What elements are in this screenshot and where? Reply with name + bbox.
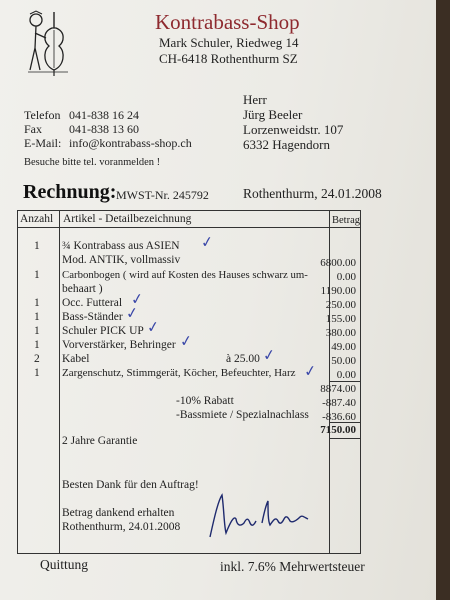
row-qty: 1 — [34, 269, 40, 281]
email-label: E-Mail: — [24, 136, 62, 150]
recipient-city: 6332 Hagendorn — [243, 137, 331, 152]
thanks-note: Besten Dank für den Auftrag! — [62, 479, 199, 491]
vat-number: MWST-Nr. 245792 — [116, 188, 209, 202]
discount-label: -10% Rabatt — [176, 395, 234, 407]
row-amount: 0.00 — [336, 271, 356, 283]
checkmark-icon: ✓ — [179, 333, 194, 351]
shop-city: CH-6418 Rothenthurm SZ — [159, 51, 298, 66]
row-desc: Bass-Ständer — [62, 311, 123, 323]
row-amount: 155.00 — [325, 313, 356, 325]
row-amount: 1190.00 — [320, 285, 356, 297]
checkmark-icon: ✓ — [130, 291, 145, 309]
recipient-street: Lorzenweidstr. 107 — [243, 122, 344, 137]
total-rule-top — [329, 422, 360, 423]
checkmark-icon: ✓ — [125, 305, 140, 323]
row-qty: 1 — [34, 367, 40, 379]
row-qty: 1 — [34, 311, 40, 323]
column-divider — [59, 211, 60, 553]
invoice-table — [17, 210, 361, 554]
cable-unit-price: à 25.00 — [226, 353, 260, 365]
receipt-label: Quittung — [40, 557, 89, 572]
header-amount: Betrag — [332, 215, 360, 226]
recipient-name: Jürg Beeler — [243, 107, 303, 122]
row-qty: 1 — [34, 325, 40, 337]
fax-label: Fax — [24, 122, 42, 136]
row-desc: behaart ) — [62, 283, 103, 295]
row-qty: 2 — [34, 353, 40, 365]
row-amount: 380.00 — [325, 327, 356, 339]
row-qty: 1 — [34, 240, 40, 252]
phone-number: 041-838 16 24 — [69, 108, 139, 122]
warranty-note: 2 Jahre Garantie — [62, 435, 138, 447]
row-amount: 50.00 — [331, 355, 356, 367]
total-rule-bottom — [329, 438, 360, 439]
row-desc: Vorverstärker, Behringer — [62, 339, 176, 351]
header-qty: Anzahl — [20, 213, 54, 225]
checkmark-icon: ✓ — [146, 319, 161, 337]
total-amount: 7150.00 — [320, 424, 356, 436]
row-desc: Kabel — [62, 353, 90, 365]
checkmark-icon: ✓ — [262, 347, 277, 365]
recipient-salutation: Herr — [243, 92, 267, 107]
row-desc: Schuler PICK UP — [62, 325, 144, 337]
shop-owner-address: Mark Schuler, Riedweg 14 — [159, 35, 299, 50]
row-amount: 49.00 — [331, 341, 356, 353]
row-qty: 1 — [34, 297, 40, 309]
discount-amount: -887.40 — [322, 397, 356, 409]
email-link[interactable]: info@kontrabass-shop.ch — [69, 136, 192, 150]
received-note: Betrag dankend erhalten — [62, 507, 175, 519]
rental-label: -Bassmiete / Spezialnachlass — [176, 409, 309, 421]
subtotal-amount: 8874.00 — [320, 383, 356, 395]
handwritten-signature — [204, 489, 314, 541]
checkmark-icon: ✓ — [303, 363, 318, 381]
row-desc: Occ. Futteral — [62, 297, 123, 309]
shop-name: Kontrabass-Shop — [155, 10, 300, 34]
visit-note: Besuche bitte tel. voranmelden ! — [24, 157, 161, 168]
row-desc: Zargenschutz, Stimmgerät, Köcher, Befeuchter, Harz — [62, 367, 296, 379]
invoice-place-date: Rothenthurm, 24.01.2008 — [243, 186, 382, 201]
header-article: Artikel - Detailbezeichnung — [63, 213, 192, 225]
row-amount: 250.00 — [325, 299, 356, 311]
row-desc: Carbonbogen ( wird auf Kosten des Hauses schwarz um- — [62, 269, 308, 281]
header-divider — [18, 227, 360, 228]
vat-included-note: inkl. 7.6% Mehrwertsteuer — [220, 559, 365, 574]
bass-player-logo — [22, 8, 74, 78]
phone-label: Telefon — [24, 108, 61, 122]
row-desc: ¾ Kontrabass aus ASIEN — [62, 240, 180, 252]
received-place-date: Rothenthurm, 24.01.2008 — [62, 521, 181, 533]
row-amount: 6800.00 — [320, 257, 356, 269]
rental-amount: -836.60 — [322, 411, 356, 423]
checkmark-icon: ✓ — [200, 234, 215, 252]
fax-number: 041-838 13 60 — [69, 122, 139, 136]
row-amount: 0.00 — [336, 369, 356, 381]
invoice-title: Rechnung: — [23, 181, 117, 203]
row-qty: 1 — [34, 339, 40, 351]
subtotal-rule — [329, 381, 360, 382]
row-desc: Mod. ANTIK, vollmassiv — [62, 254, 181, 266]
